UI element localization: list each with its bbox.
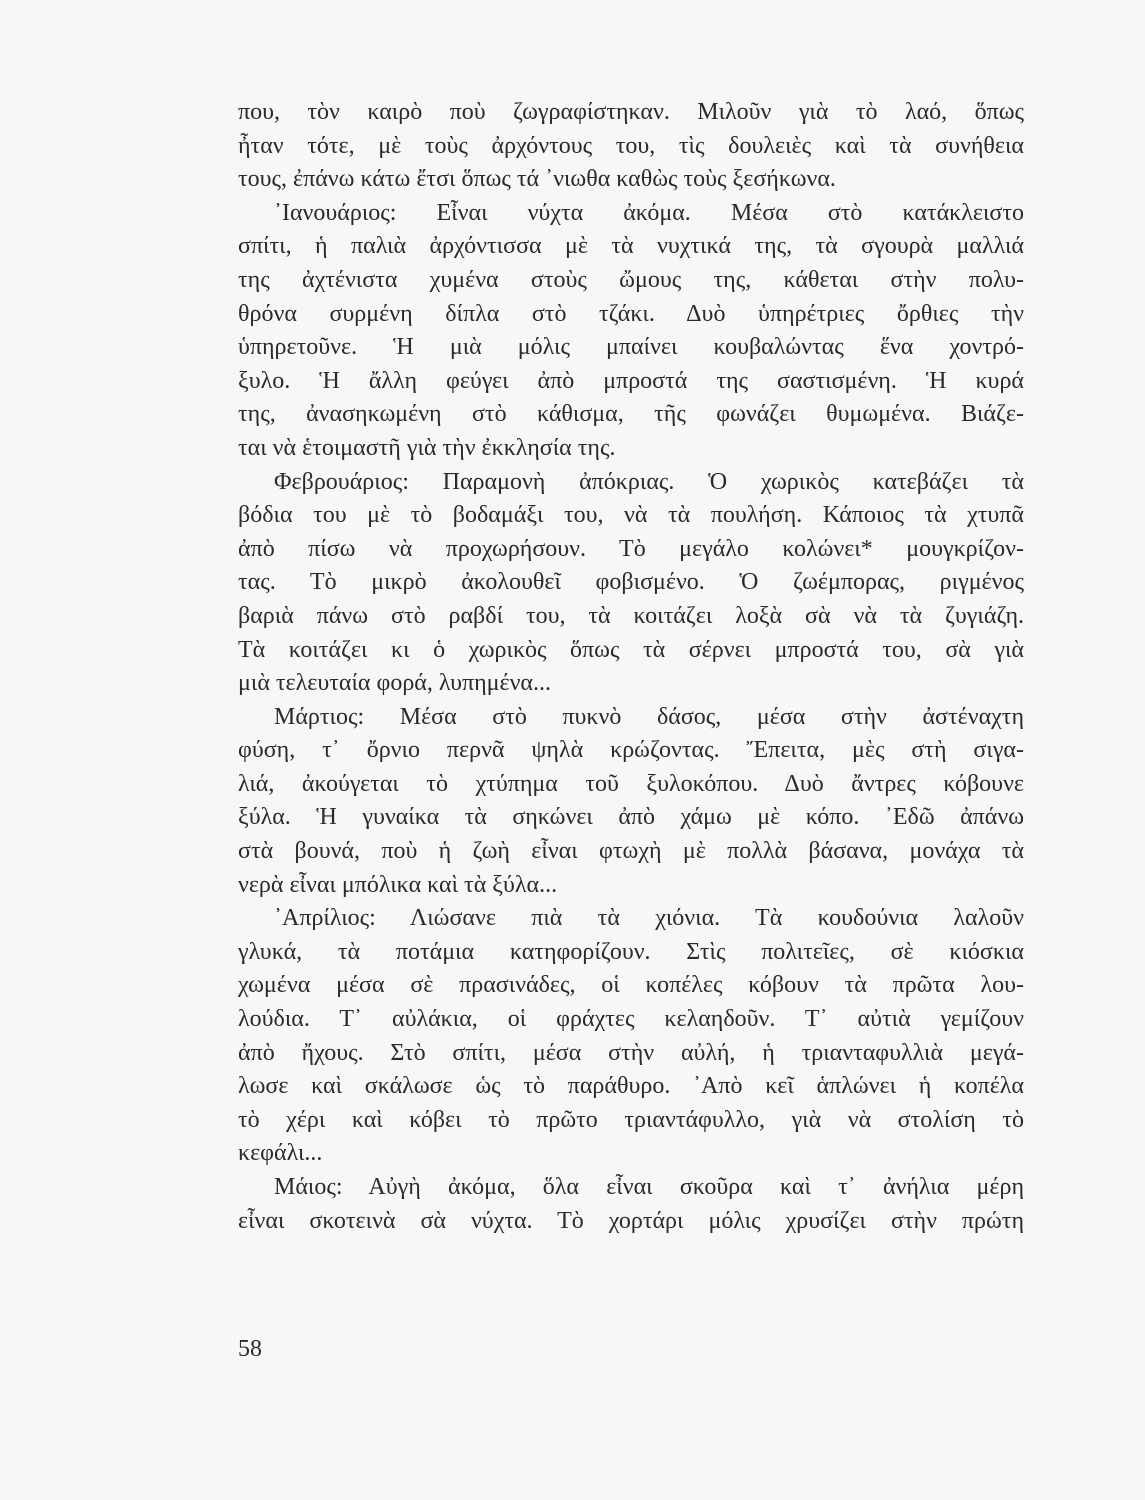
text-line: Τὰ κοιτάζει κι ὁ χωρικὸς ὅπως τὰ σέρνει μπροστά του, σὰ γιὰ [238,636,1024,663]
text-line: λωσε καὶ σκάλωσε ὡς τὸ παράθυρο. ᾽Απὸ κεῖ ἁπλώνει ἡ κοπέλα [238,1073,1024,1100]
text-line: σπίτι, ἡ παλιὰ ἀρχόντισσα μὲ τὰ νυχτικά της, τὰ σγουρὰ μαλλιά [238,233,1024,260]
body-text [238,96,1024,1238]
text-line: θρόνα συρμένη δίπλα στὸ τζάκι. Δυὸ ὑπηρέτριες ὄρθιες τὴν [238,300,1024,327]
text-line: ἀπὸ πίσω νὰ προχωρήσουν. Τὸ μεγάλο κολώνει* μουγκρίζον- [238,535,1024,562]
text-line: της, ἀνασηκωμένη στὸ κάθισμα, τῆς φωνάζει θυμωμένα. Βιάζε- [238,401,1024,428]
text-line: νερὰ εἶναι μπόλικα καὶ τὰ ξύλα... [238,871,558,898]
text-line: που, τὸν καιρὸ ποὺ ζωγραφίστηκαν. Μιλοῦν γιὰ τὸ λαό, ὅπως [238,99,1024,125]
text-line: της ἀχτένιστα χυμένα στοὺς ὤμους της, κάθεται στὴν πολυ- [238,266,1024,293]
text-line: ξυλο. Ἡ ἄλλη φεύγει ἀπὸ μπροστά της σαστισμένη. Ἡ κυρά [238,367,1024,394]
text-line: χωμένα μέσα σὲ πρασινάδες, οἱ κοπέλες κόβουν τὰ πρῶτα λου- [238,972,1024,999]
text-line: τας. Τὸ μικρὸ ἀκολουθεῖ φοβισμένο. Ὁ ζωέμπορας, ριγμένος [238,569,1024,596]
text-line: εἶναι σκοτεινὰ σὰ νύχτα. Τὸ χορτάρι μόλις χρυσίζει στὴν πρώτη [238,1207,1024,1234]
text-line: μιὰ τελευταία φορά, λυπημένα... [238,670,551,697]
page-number: 58 [238,1336,262,1362]
text-line: τὸ χέρι καὶ κόβει τὸ πρῶτο τριαντάφυλλο, γιὰ νὰ στολίση τὸ [238,1106,1024,1133]
text-line: στὰ βουνά, ποὺ ἡ ζωὴ εἶναι φτωχὴ μὲ πολλὰ βάσανα, μονάχα τὰ [238,838,1024,865]
text-line: βαριὰ πάνω στὸ ραβδί του, τὰ κοιτάζει λοξὰ σὰ νὰ τὰ ζυγιάζη. [238,602,1024,629]
text-line: Φεβρουάριος: Παραμονὴ ἀπόκριας. Ὁ χωρικὸς κατεβάζει τὰ [274,468,1024,495]
text-line: ᾽Απρίλιος: Λιώσανε πιὰ τὰ χιόνια. Τὰ κουδούνια λαλοῦν [274,905,1024,932]
text-line: τους, ἐπάνω κάτω ἔτσι ὅπως τά ᾽νιωθα καθὼς τοὺς ξεσήκωνα. [238,166,836,193]
text-line: Μάρτιος: Μέσα στὸ πυκνὸ δάσος, μέσα στὴν ἀστέναχτη [274,703,1024,730]
text-line: λιά, ἀκούγεται τὸ χτύπημα τοῦ ξυλοκόπου. Δυὸ ἄντρες κόβουνε [238,770,1024,797]
text-line: κεφάλι... [238,1140,323,1167]
text-line: ᾽Ιανουάριος: Εἶναι νύχτα ἀκόμα. Μέσα στὸ κατάκλειστο [274,199,1024,226]
text-line: ἦταν τότε, μὲ τοὺς ἀρχόντους του, τὶς δουλειὲς καὶ τὰ συνήθεια [238,132,1024,159]
text-line: ξύλα. Ἡ γυναίκα τὰ σηκώνει ἀπὸ χάμω μὲ κόπο. ᾽Εδῶ ἀπάνω [238,804,1024,831]
text-line: λούδια. Τ᾽ αὐλάκια, οἱ φράχτες κελαηδοῦν. Τ᾽ αὐτιὰ γεμίζουν [238,1006,1024,1033]
text-line: ἀπὸ ἤχους. Στὸ σπίτι, μέσα στὴν αὐλή, ἡ τριανταφυλλιὰ μεγά- [238,1039,1024,1066]
text-line: Μάιος: Αὐγὴ ἀκόμα, ὅλα εἶναι σκοῦρα καὶ τ᾽ ἀνήλια μέρη [274,1174,1024,1200]
text-line: ται νὰ ἑτοιμαστῆ γιὰ τὴν ἐκκλησία της. [238,434,616,461]
text-line: γλυκά, τὰ ποτάμια κατηφορίζουν. Στὶς πολιτεῖες, σὲ κιόσκια [238,938,1024,965]
text-line: ὑπηρετοῦνε. Ἡ μιὰ μόλις μπαίνει κουβαλώντας ἕνα χοντρό- [238,334,1024,361]
text-line: βόδια του μὲ τὸ βοδαμάξι του, νὰ τὰ πουλήση. Κάποιος τὰ χτυπᾶ [238,502,1024,529]
text-line: φύση, τ᾽ ὄρνιο περνᾶ ψηλὰ κρώζοντας. Ἔπειτα, μὲς στὴ σιγα- [238,737,1024,764]
